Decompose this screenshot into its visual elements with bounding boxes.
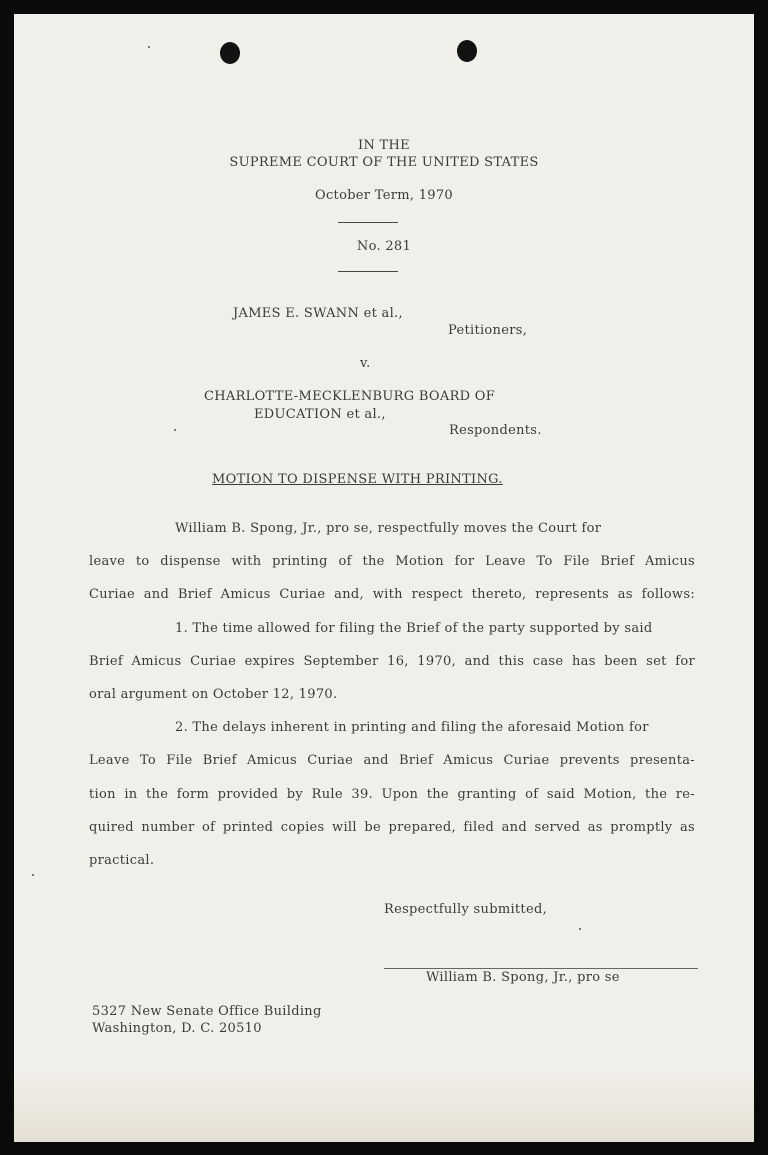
body-line: William B. Spong, Jr., pro se, respectfully moves the Court for bbox=[175, 521, 602, 536]
respondent-role: Respondents. bbox=[449, 423, 542, 438]
respondent-name-line-2: EDUCATION et al., bbox=[254, 407, 386, 422]
paper-speck bbox=[174, 429, 176, 431]
body-line: oral argument on October 12, 1970. bbox=[89, 687, 338, 702]
body-line: quired number of printed copies will be prepared, filed and served as promptly as bbox=[89, 820, 695, 835]
petitioner-role: Petitioners, bbox=[448, 323, 528, 338]
address-line-1: 5327 New Senate Office Building bbox=[92, 1004, 322, 1019]
body-line: tion in the form provided by Rule 39. Upon the granting of said Motion, the re- bbox=[89, 787, 695, 802]
separator-rule bbox=[338, 271, 398, 272]
respondent-name-line-1: CHARLOTTE-MECKLENBURG BOARD OF bbox=[204, 389, 496, 404]
court-header-line-2: SUPREME COURT OF THE UNITED STATES bbox=[229, 155, 539, 170]
body-line: 2. The delays inherent in printing and filing the aforesaid Motion for bbox=[175, 720, 649, 735]
address-line-2: Washington, D. C. 20510 bbox=[92, 1021, 262, 1036]
closing: Respectfully submitted, bbox=[384, 902, 547, 917]
body-line: Leave To File Brief Amicus Curiae and Brief Amicus Curiae prevents presenta- bbox=[89, 753, 695, 768]
term: October Term, 1970 bbox=[315, 188, 453, 203]
case-number: No. 281 bbox=[356, 239, 412, 254]
body-line: leave to dispense with printing of the Motion for Leave To File Brief Amicus bbox=[89, 554, 695, 569]
separator-rule bbox=[338, 222, 398, 223]
paper-speck bbox=[148, 46, 150, 48]
body-line: Brief Amicus Curiae expires September 16, 1970, and this case has been set for bbox=[89, 654, 695, 669]
petitioner-name: JAMES E. SWANN et al., bbox=[233, 306, 403, 321]
versus: v. bbox=[360, 356, 371, 371]
document-page bbox=[14, 14, 754, 1142]
signature-line bbox=[384, 968, 698, 969]
paper-speck bbox=[32, 874, 34, 876]
paper-speck bbox=[579, 928, 581, 930]
motion-title: MOTION TO DISPENSE WITH PRINTING. bbox=[212, 472, 503, 487]
punch-hole-right bbox=[457, 40, 477, 62]
punch-hole-left bbox=[220, 42, 240, 64]
body-line: 1. The time allowed for filing the Brief of the party supported by said bbox=[175, 621, 653, 636]
body-line: practical. bbox=[89, 853, 155, 868]
signature-name: William B. Spong, Jr., pro se bbox=[426, 970, 620, 985]
paper-shadow bbox=[14, 1072, 754, 1142]
body-line: Curiae and Brief Amicus Curiae and, with respect thereto, represents as follows: bbox=[89, 587, 695, 602]
court-header-line-1: IN THE bbox=[358, 138, 410, 153]
